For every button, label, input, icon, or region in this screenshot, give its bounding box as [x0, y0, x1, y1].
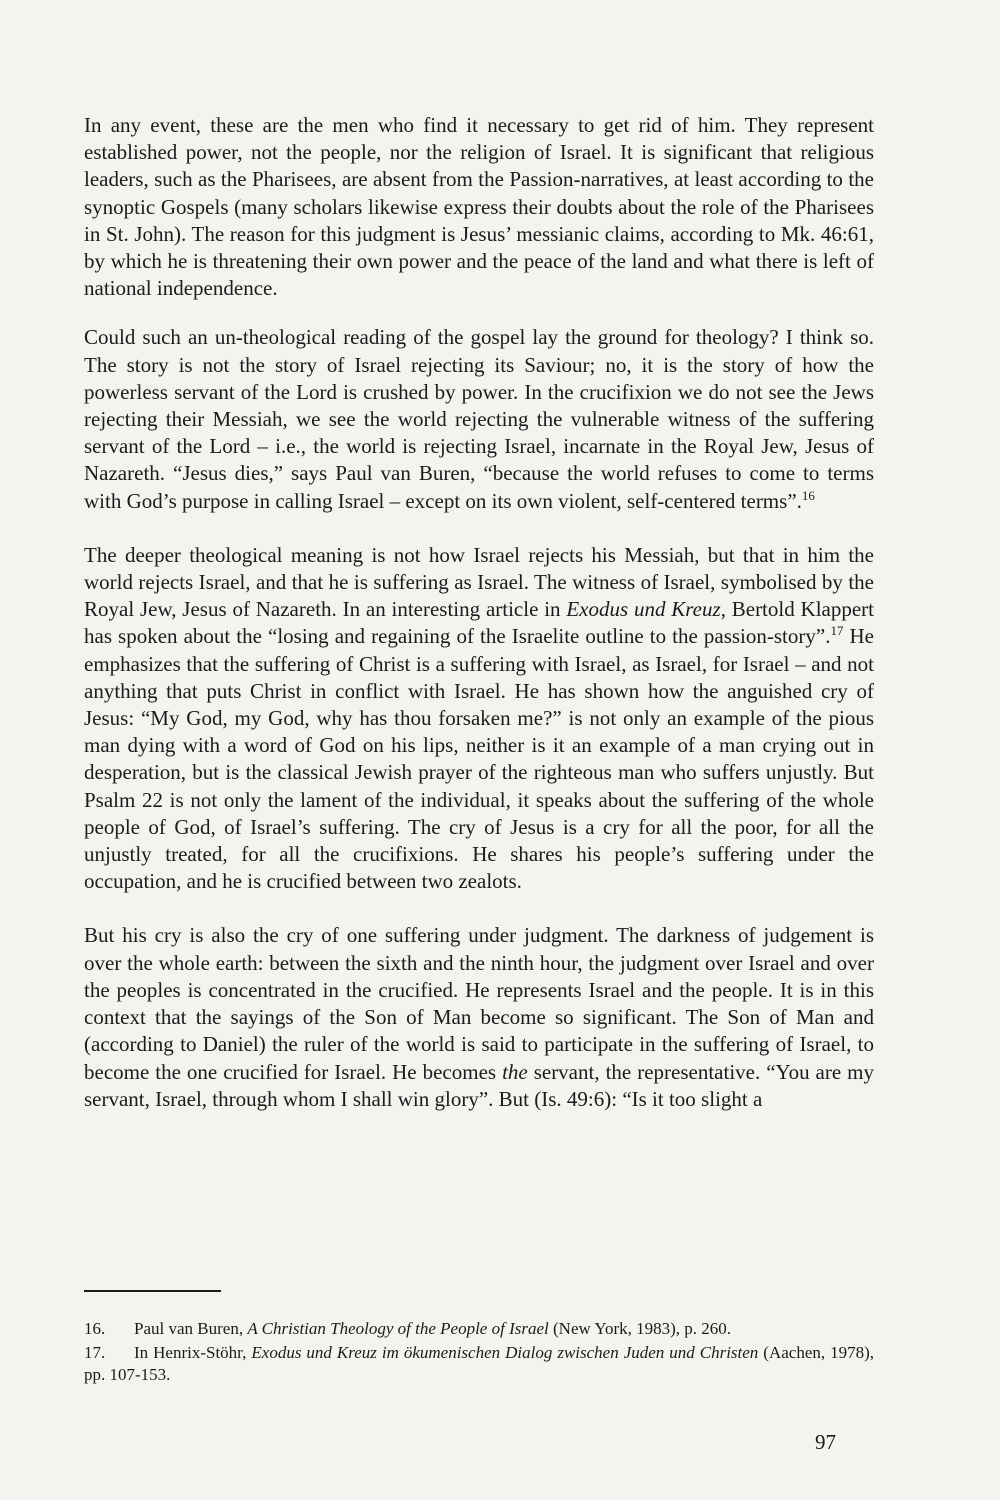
footnotes — [84, 1318, 874, 1388]
paragraph-2 — [84, 324, 874, 514]
footnote-16 — [84, 1318, 874, 1340]
paragraph-4-italic-word: the — [502, 1059, 528, 1084]
paragraph-4-text-a: But his cry is also the cry of one suffering under judgment. The darkness of judgement is over the whole earth: between the sixth and the ninth hour, the judgment over Israel and over the peoples is concentrated in the crucified. He represents Israel and the people. It is in this context that the sayings of the Son of Man become so significant. The Son of Man and (according to Daniel) the ruler of the world is said to participate in the suffering of Israel, to become the one crucified for Israel. He becomes — [84, 923, 874, 1084]
footnote-17-text-a: In Henrix-Stöhr, — [134, 1343, 247, 1362]
paragraph-3-text-a: The deeper theological meaning is not how Israel rejects his Messiah, but that in him the world rejects Israel, and that he is suffering as Israel. The witness of Israel, symbolised by the Royal Jew, Jesus of Nazareth. In an interesting article in — [84, 542, 874, 622]
footnote-17 — [84, 1342, 874, 1386]
footnote-ref-16: 16 — [801, 487, 815, 503]
paragraph-3-text-c: He emphasizes that the suffering of Christ is a suffering with Israel, as Israel, for Israel – and not anything that puts Christ in conflict with Israel. He has shown how the anguished cry of Jesus: “My God, my God, why has thou forsaken me?” is not only an example of the pious man dying with a word of God on his lips, neither is it an example of a man crying out in desperation, but is the classical Jewish prayer of the righteous man who suffers unjustly. But Psalm 22 is not only the lament of the individual, it speaks about the suffering of the whole people of God, of Israel’s suffering. The cry of Jesus is a cry for all the poor, for all the unjustly treated, for all the crucifixions. He shares his people’s suffering under the occupation, and he is crucified between two zealots. — [84, 624, 874, 894]
page-body — [84, 112, 874, 1113]
paragraph-3-italic-title: Exodus und Kreuz — [566, 597, 721, 622]
footnote-16-text-a: Paul van Buren, — [134, 1319, 244, 1338]
paragraph-3 — [84, 542, 874, 896]
paragraph-1: In any event, these are the men who find it necessary to get rid of him. They represent established power, not the people, nor the religion of Israel. It is significant that religious leaders, such as the Pharisees, are absent from the Passion-narratives, at least according to the synoptic Gospels (many scholars likewise express their doubts about the role of the Pharisees in St. John). The reason for this judgment is Jesus’ messianic claims, according to Mk. 46:61, by which he is threatening their own power and the peace of the land and what there is left of national independence. — [84, 113, 874, 301]
page-number: 97 — [815, 1430, 836, 1454]
footnote-17-text-b: (Aachen, 1978), pp. 107-153. — [84, 1343, 875, 1384]
footnote-divider — [84, 1290, 221, 1292]
paragraph-4-text-b: servant, the representative. “You are my servant, Israel, through whom I shall win glory”. But (Is. 49:6): “Is it too slight a — [84, 1059, 875, 1111]
footnote-16-title: A Christian Theology of the People of Israel — [247, 1319, 549, 1338]
footnote-17-title: Exodus und Kreuz im ökumenischen Dialog zwischen Juden und Christen — [251, 1343, 759, 1362]
footnote-16-number: 16. — [84, 1319, 106, 1338]
paragraph-4 — [84, 922, 874, 1112]
paragraph-2-text: Could such an un-theological reading of the gospel lay the ground for theology? I think so. The story is not the story of Israel rejecting its Saviour; no, it is the story of how the powerless servant of the Lord is crushed by power. In the crucifixion we do not see the Jews rejecting their Messiah, we see the world rejecting the vulnerable witness of the suffering servant of the Lord – i.e., the world is rejecting Israel, incarnate in the Royal Jew, Jesus of Nazareth. “Jesus dies,” says Paul van Buren, “because the world refuses to come to terms with God’s purpose in calling Israel – except on its own violent, self-centered terms”. — [84, 325, 874, 513]
paragraph-3-text-b: , Bertold Klappert has spoken about the “losing and regaining of the Israelite outline to the passion-story”. — [84, 597, 875, 649]
footnote-ref-17: 17 — [830, 623, 844, 639]
footnote-16-text-b: (New York, 1983), p. 260. — [548, 1319, 732, 1338]
footnote-17-number: 17. — [84, 1343, 106, 1362]
